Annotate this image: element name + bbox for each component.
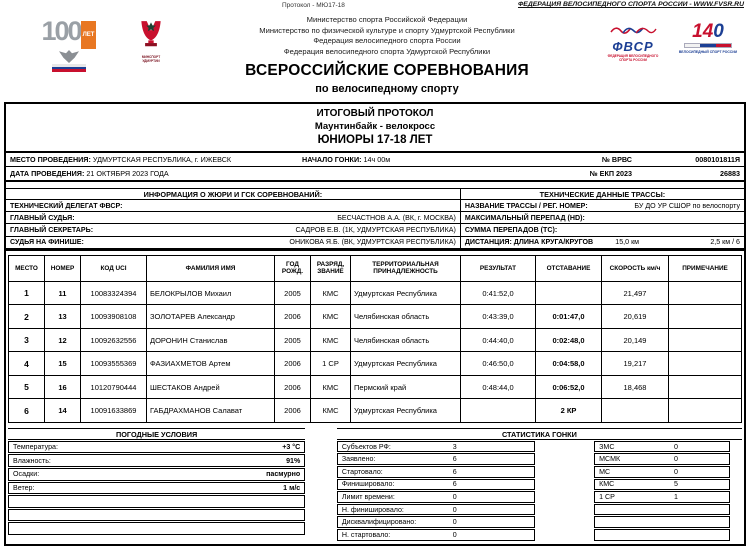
stat-value: 0 (452, 530, 457, 539)
weather-param-value: +3 °C (282, 443, 301, 452)
rank-count: 0 (674, 467, 678, 476)
eagle-emblem-icon (59, 50, 79, 63)
cell-birth-year: 2006 (275, 375, 311, 399)
rank-label: МСМК (599, 455, 621, 464)
cell-speed: 21,497 (602, 281, 669, 305)
table-row (9, 305, 742, 329)
cell-note (669, 352, 742, 376)
header-center (178, 12, 596, 102)
date-value: 21 ОКТЯБРЯ 2023 ГОДА (86, 168, 169, 178)
stat-label: Субъектов РФ: (341, 442, 391, 451)
column-header: МЕСТО (9, 255, 45, 281)
cell-place: 5 (9, 375, 45, 399)
track-row (461, 224, 744, 236)
weather-param-value: 91% (286, 456, 301, 465)
cell-note (669, 375, 742, 399)
weather-row (8, 509, 305, 522)
trophy-icon (138, 20, 164, 50)
weather-row (8, 468, 305, 481)
track-param-label: ДИСТАНЦИЯ: ДЛИНА КРУГА/КРУГОВ (464, 238, 594, 247)
logo-100-years-icon (30, 18, 108, 102)
cell-place: 6 (9, 399, 45, 423)
event-info-row-date (6, 167, 744, 181)
cell-region: Челябинская область (351, 305, 461, 329)
minsport-caption: МИНСПОРТ УДМУРТИИ (141, 55, 161, 63)
track-section-title: ТЕХНИЧЕСКИЕ ДАННЫЕ ТРАССЫ: (461, 188, 744, 200)
venue-value: УДМУРТСКАЯ РЕСПУБЛИКА, г. ИЖЕВСК (92, 154, 232, 164)
cell-gap: 0:01:47,0 (536, 305, 602, 329)
jury-role-label: ТЕХНИЧЕСКИЙ ДЕЛЕГАТ ФВСР: (10, 201, 123, 210)
stat-label: Заявлено: (341, 455, 376, 464)
right-logos (596, 12, 744, 102)
cell-gap: 0:06:52,0 (536, 375, 602, 399)
jury-rows (6, 200, 460, 249)
stats-row (337, 441, 535, 453)
cell-note (669, 281, 742, 305)
rank-count: 5 (674, 480, 678, 489)
stat-value: 6 (452, 467, 457, 476)
cell-uci-code: 10091633869 (81, 399, 147, 423)
cell-region: Удмуртская Республика (351, 399, 461, 423)
jury-track-section (6, 182, 744, 251)
anniversary-let-badge: ЛЕТ (81, 21, 97, 49)
weather-param-label: Ветер: (13, 483, 35, 492)
event-info-block (6, 153, 744, 182)
table-row (9, 375, 742, 399)
track-param-label: НАЗВАНИЕ ТРАССЫ / РЕГ. НОМЕР: (464, 201, 588, 210)
jury-person-value: ОНИКОВА Я.Б. (ВК, УДМУРТСКАЯ РЕСПУБЛИКА) (289, 238, 456, 247)
cell-speed (602, 399, 669, 423)
cell-name: ДОРОНИН Станислав (147, 328, 275, 352)
weather-row (8, 495, 305, 508)
stats-row (337, 529, 535, 541)
cell-name: ГАБДРАХМАНОВ Салават (147, 399, 275, 423)
stat-value: 0 (452, 518, 457, 527)
stat-value: 6 (452, 480, 457, 489)
jury-role-label: СУДЬЯ НА ФИНИШЕ: (10, 238, 84, 247)
results-header-row (9, 255, 742, 281)
column-header: КОД UCI (81, 255, 147, 281)
column-header: РАЗРЯД, ЗВАНИЕ (311, 255, 351, 281)
jury-role-label: ГЛАВНЫЙ СУДЬЯ: (10, 213, 75, 222)
weather-param-value: пасмурно (266, 470, 301, 479)
stat-label: Стартовало: (341, 467, 383, 476)
organization-line: Федерация велосипедного спорта Удмуртской Республики (283, 46, 491, 56)
document-header (0, 12, 750, 102)
stats-rank-row (594, 479, 730, 491)
page-title: ВСЕРОССИЙСКИЕ СОРЕВНОВАНИЯ (245, 62, 529, 79)
stats-rank-row (594, 504, 730, 516)
cell-result: 0:41:52,0 (461, 281, 536, 305)
rank-count: 0 (674, 455, 678, 464)
cell-note (669, 305, 742, 329)
years140-caption: ВЕЛОСИПЕДНЫЙ СПОРТ РОССИИ (678, 49, 738, 54)
cell-speed: 19,217 (602, 352, 669, 376)
cell-gap: 2 КР (536, 399, 602, 423)
stats-rank-row (594, 453, 730, 465)
cell-note (669, 328, 742, 352)
cell-uci-code: 10093908108 (81, 305, 147, 329)
fvsr-wordmark: ФВСР (612, 39, 654, 54)
race-stats-panel (337, 428, 742, 541)
results-table (8, 255, 742, 423)
cell-name: ФАЗИАХМЕТОВ Артем (147, 352, 275, 376)
track-rows (461, 200, 744, 249)
column-header: ПРИМЕЧАНИЕ (669, 255, 742, 281)
stats-row (337, 504, 535, 516)
cell-speed: 20,619 (602, 305, 669, 329)
weather-row (8, 482, 305, 495)
results-body (9, 281, 742, 422)
cell-number: 13 (45, 305, 81, 329)
track-param-label: МАКСИМАЛЬНЫЙ ПЕРЕПАД (HD): (464, 213, 585, 222)
weather-row (8, 522, 305, 535)
cell-birth-year: 2006 (275, 305, 311, 329)
track-param-value: БУ ДО УР СШОР по велоспорту (634, 201, 740, 210)
rank-label: 1 СР (599, 492, 615, 501)
cell-result (461, 399, 536, 423)
weather-param-value: 1 м/с (283, 483, 301, 492)
stats-section-title: СТАТИСТИКА ГОНКИ (337, 428, 742, 440)
cell-rank: КМС (311, 328, 351, 352)
vrvs-number: 0080101811Я (695, 154, 740, 164)
jury-person-value: БЕСЧАСТНОВ А.А. (ВК, г. МОСКВА) (337, 213, 456, 222)
weather-section-title: ПОГОДНЫЕ УСЛОВИЯ (8, 428, 305, 440)
organization-lines (178, 15, 596, 57)
stat-label: Н. стартовало: (341, 530, 391, 539)
stat-value: 3 (452, 442, 457, 451)
table-row (9, 328, 742, 352)
jury-row (6, 200, 460, 212)
jury-info-panel (6, 188, 460, 249)
stats-rank-row (594, 491, 730, 503)
track-param-value: 2,5 км / 6 (710, 238, 740, 247)
tricolor-ribbon-icon (52, 64, 86, 72)
organization-line: Министерство по физической культуре и спорту Удмуртской Республики (259, 25, 515, 35)
cell-rank: КМС (311, 375, 351, 399)
column-header: ТЕРРИТОРИАЛЬНАЯ ПРИНАДЛЕЖНОСТЬ (351, 255, 461, 281)
weather-row (8, 454, 305, 467)
cell-birth-year: 2006 (275, 399, 311, 423)
stats-row (337, 479, 535, 491)
stats-left-column (337, 440, 535, 541)
weather-row (8, 441, 305, 454)
stat-value: 0 (452, 492, 457, 501)
logo-fvsr-icon (602, 22, 664, 102)
cell-name: БЕЛОКРЫЛОВ Михаил (147, 281, 275, 305)
cell-number: 12 (45, 328, 81, 352)
cell-birth-year: 2005 (275, 328, 311, 352)
cell-name: ЗОЛОТАРЕВ Александр (147, 305, 275, 329)
cell-uci-code: 10120790444 (81, 375, 147, 399)
rank-count: 1 (674, 492, 678, 501)
rank-label: КМС (599, 480, 615, 489)
rank-count: 0 (674, 442, 678, 451)
cell-birth-year: 2006 (275, 352, 311, 376)
number-140-part1: 14 (692, 21, 714, 42)
weather-param-label: Температура: (13, 443, 58, 452)
cell-region: Пермский край (351, 375, 461, 399)
start-time-label: НАЧАЛО ГОНКИ: (302, 154, 362, 164)
ekp-number: 26883 (720, 168, 740, 178)
stats-rank-row (594, 516, 730, 528)
jury-row (6, 237, 460, 249)
jury-role-label: ГЛАВНЫЙ СЕКРЕТАРЬ: (10, 225, 94, 234)
rank-label: ЗМС (599, 442, 615, 451)
stats-rank-row (594, 466, 730, 478)
column-header: СКОРОСТЬ км/ч (602, 255, 669, 281)
top-strip (0, 0, 750, 12)
cell-gap (536, 281, 602, 305)
date-label: ДАТА ПРОВЕДЕНИЯ: (10, 168, 85, 178)
stat-value: 0 (452, 505, 457, 514)
cell-uci-code: 10093555369 (81, 352, 147, 376)
tricolor-bar-icon (684, 43, 732, 48)
cell-rank: КМС (311, 281, 351, 305)
cell-result: 0:44:40,0 (461, 328, 536, 352)
stats-row (337, 516, 535, 528)
cell-birth-year: 2005 (275, 281, 311, 305)
logo-minsport-trophy-icon (134, 18, 168, 102)
cell-region: Удмуртская Республика (351, 281, 461, 305)
cell-gap: 0:04:58,0 (536, 352, 602, 376)
stats-right-column (594, 440, 730, 541)
jury-row (6, 212, 460, 224)
column-header: НОМЕР (45, 255, 81, 281)
column-header: ГОД РОЖД. (275, 255, 311, 281)
protocol-discipline: Маунтинбайк - велокросс (314, 121, 436, 132)
stats-rank-row (594, 441, 730, 453)
stats-row (337, 466, 535, 478)
federation-website-link[interactable]: ФЕДЕРАЦИЯ ВЕЛОСИПЕДНОГО СПОРТА РОССИИ - WWW.FVSR.RU (517, 1, 744, 8)
stat-label: Дисквалифицировано: (341, 518, 417, 527)
cell-result: 0:48:44,0 (461, 375, 536, 399)
stat-label: Н. финишировало: (341, 505, 404, 514)
table-row (9, 399, 742, 423)
track-param-label: СУММА ПЕРЕПАДОВ (ТС): (464, 225, 558, 234)
cell-speed: 20,149 (602, 328, 669, 352)
cell-name: ШЕСТАКОВ Андрей (147, 375, 275, 399)
track-row (461, 212, 744, 224)
column-header: ОТСТАВАНИЕ (536, 255, 602, 281)
cell-rank: 1 СР (311, 352, 351, 376)
venue-label: МЕСТО ПРОВЕДЕНИЯ: (10, 154, 91, 164)
cell-rank: КМС (311, 305, 351, 329)
event-info-row-venue (6, 153, 744, 167)
results-table-wrap (6, 251, 744, 425)
cyclists-graphic-icon (607, 23, 659, 35)
bottom-section (6, 428, 744, 541)
cell-number: 11 (45, 281, 81, 305)
table-row (9, 281, 742, 305)
column-header: РЕЗУЛЬТАТ (461, 255, 536, 281)
document-body (4, 102, 746, 546)
cell-note (669, 399, 742, 423)
ekp-label: № ЕКП 2023 (589, 168, 632, 178)
vrvs-label: № ВРВС (601, 154, 632, 164)
cell-place: 4 (9, 352, 45, 376)
protocol-reference: Протокол - МЮ17-18 (282, 2, 345, 9)
rank-label: МС (599, 467, 611, 476)
organization-line: Министерство спорта Российской Федерации (306, 15, 468, 24)
cell-place: 1 (9, 281, 45, 305)
track-data-panel (460, 188, 744, 249)
cell-number: 16 (45, 375, 81, 399)
cell-region: Челябинская область (351, 328, 461, 352)
cell-result: 0:46:50,0 (461, 352, 536, 376)
start-time-value: 14ч 00м (363, 154, 391, 164)
cell-gap: 0:02:48,0 (536, 328, 602, 352)
cell-region: Удмуртская Республика (351, 352, 461, 376)
jury-row (6, 224, 460, 236)
protocol-type: ИТОГОВЫЙ ПРОТОКОЛ (316, 108, 434, 119)
jury-person-value: САДРОВ Е.В. (1К, УДМУРТСКАЯ РЕСПУБЛИКА) (295, 225, 456, 234)
weather-param-label: Влажность: (13, 456, 51, 465)
cell-uci-code: 10092632556 (81, 328, 147, 352)
weather-panel (8, 428, 305, 541)
cell-uci-code: 10083324394 (81, 281, 147, 305)
organization-line: Федерация велосипедного спорта России (313, 36, 461, 45)
page-subtitle: по велосипедному спорту (315, 83, 459, 95)
jury-section-title: ИНФОРМАЦИЯ О ЖЮРИ И ГСК СОРЕВНОВАНИЙ: (6, 188, 460, 200)
column-header: ФАМИЛИЯ ИМЯ (147, 255, 275, 281)
fvsr-caption: ФЕДЕРАЦИЯ ВЕЛОСИПЕДНОГО СПОРТА РОССИИ (607, 54, 659, 62)
weather-rows (8, 441, 305, 535)
cell-place: 3 (9, 328, 45, 352)
stat-value: 6 (452, 455, 457, 464)
stat-label: Лимит времени: (341, 492, 395, 501)
cell-result: 0:43:39,0 (461, 305, 536, 329)
weather-param-label: Осадки: (13, 470, 40, 479)
stats-row (337, 491, 535, 503)
table-row (9, 352, 742, 376)
cell-place: 2 (9, 305, 45, 329)
stats-row (337, 453, 535, 465)
protocol-category: ЮНИОРЫ 17-18 ЛЕТ (317, 134, 433, 146)
stats-rank-row (594, 529, 730, 541)
cell-rank: КМС (311, 399, 351, 423)
stat-label: Финишировало: (341, 480, 395, 489)
cell-number: 15 (45, 352, 81, 376)
anniversary-number: 100 (41, 16, 81, 46)
protocol-title-block (6, 104, 744, 153)
track-param-mid-value: 15,0 км (615, 238, 640, 247)
track-row (461, 200, 744, 212)
track-row (461, 237, 744, 249)
left-logos (6, 12, 178, 102)
cell-number: 14 (45, 399, 81, 423)
cell-speed: 18,468 (602, 375, 669, 399)
number-140-part2: 0 (713, 21, 724, 42)
logo-140-years-icon (676, 22, 740, 102)
